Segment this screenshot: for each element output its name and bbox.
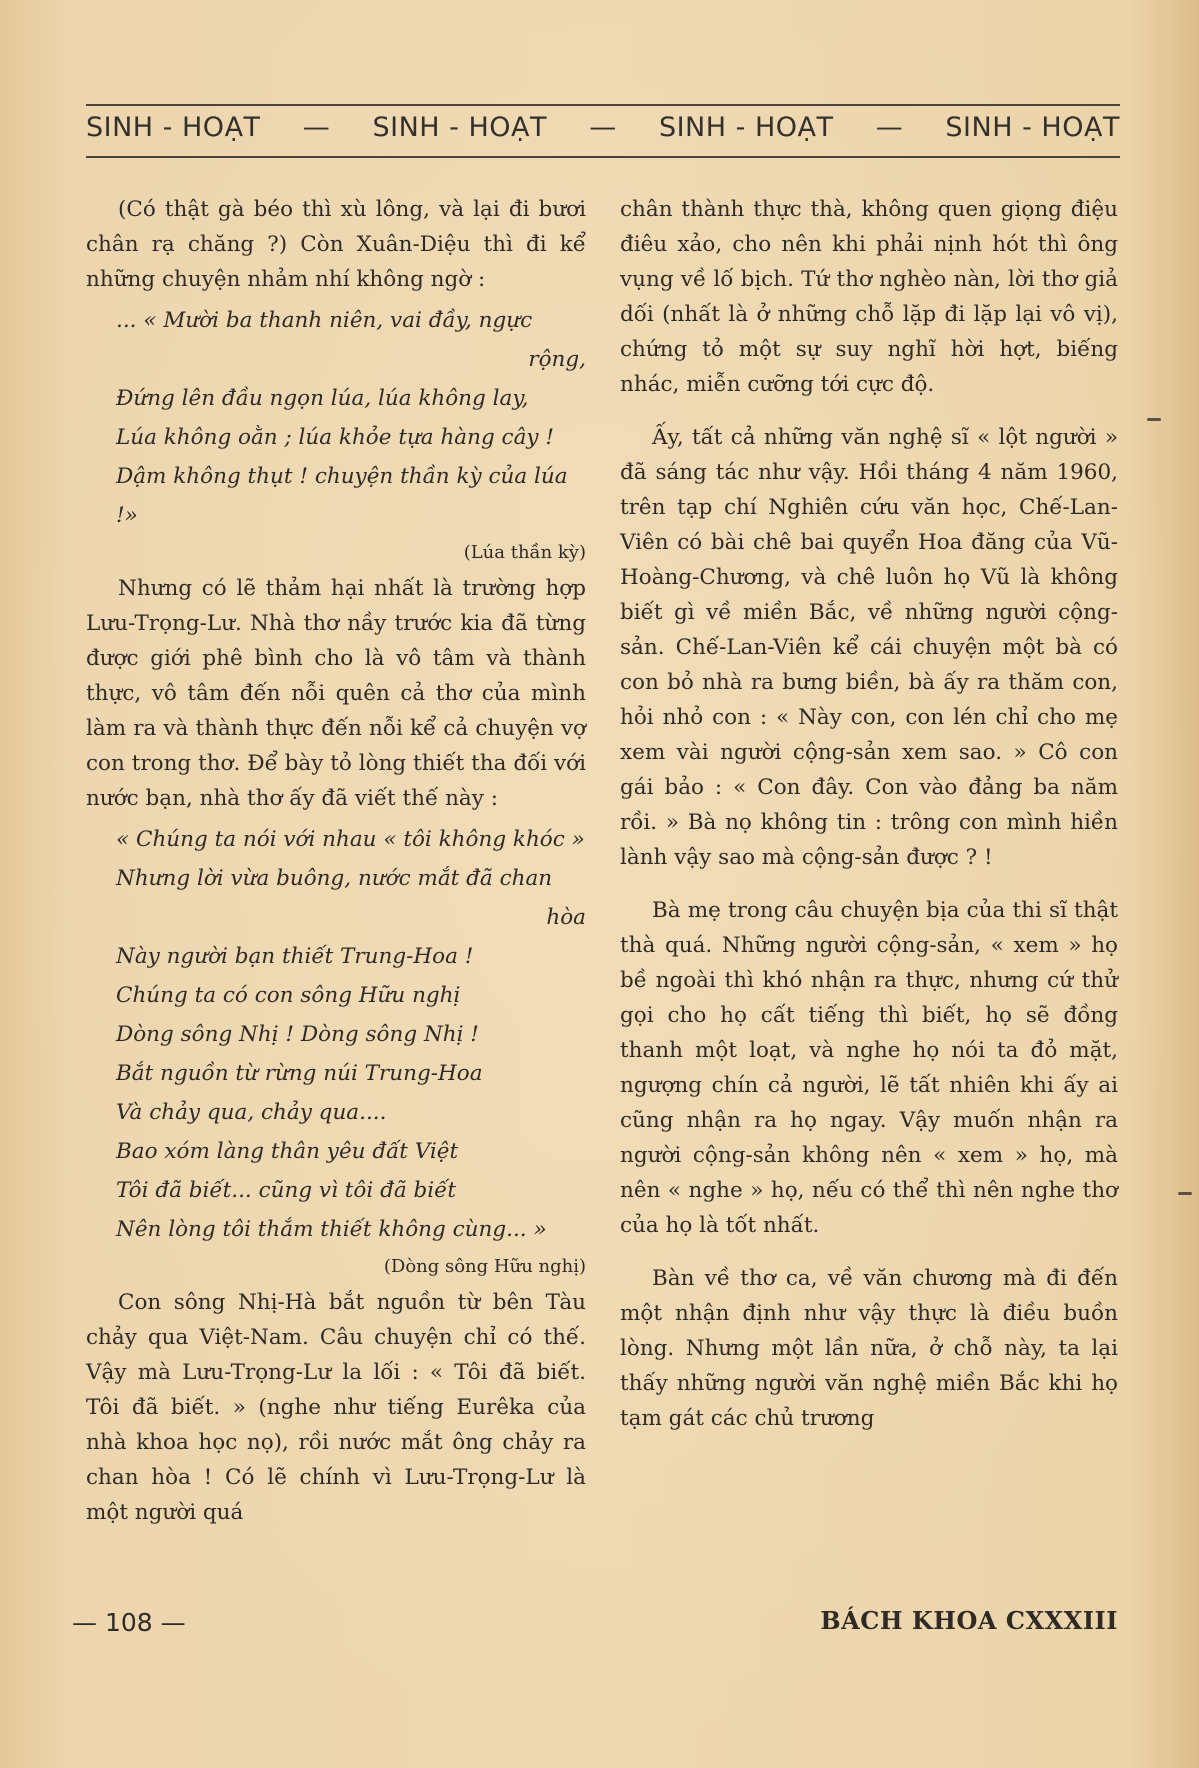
- page-number: — 108 —: [72, 1608, 186, 1637]
- header-dash: —: [302, 112, 331, 143]
- poem-line: Này người bạn thiết Trung-Hoa !: [116, 944, 474, 969]
- poem-line: Bao xóm làng thân yêu đất Việt: [116, 1139, 459, 1164]
- poem-line: hòa: [546, 905, 586, 930]
- right-column: [620, 192, 1118, 1436]
- poem-line: « Chúng ta nói với nhau « tôi không khóc »: [116, 827, 585, 852]
- poem-line: Đứng lên đầu ngọn lúa, lúa không lay,: [116, 386, 529, 411]
- poem-line: Và chảy qua, chảy qua....: [116, 1100, 387, 1125]
- paragraph: (Có thật gà béo thì xù lông, và lại đi bươi chân rạ chăng ?) Còn Xuân-Diệu thì đi kể những chuyện nhảm nhí không ngờ :: [86, 197, 586, 292]
- header-dash: —: [875, 112, 904, 143]
- header-item: SINH - HOẠT: [86, 112, 261, 143]
- header-item: SINH - HOẠT: [372, 112, 547, 143]
- left-column: [86, 192, 586, 1530]
- poem-line: Chúng ta có con sông Hữu nghị: [116, 983, 461, 1008]
- poem-dong-song-huu-nghi: [86, 820, 586, 1249]
- poem-line: Nhưng lời vừa buông, nước mắt đã chan: [116, 866, 553, 891]
- paragraph: Bà mẹ trong câu chuyện bịa của thi sĩ thật thà quá. Những người cộng-sản, « xem » họ bề ngoài thì khó nhận ra thực, nhưng cứ thử gọi cho họ cất tiếng thì biết, họ sẽ đồng thanh một loạt, và nghe họ nói ta đỏ mặt, ngượng chín cả người, lẽ tất nhiên khi ấy ai cũng nhận ra họ ngay. Vậy muốn nhận ra người cộng-sản không nên « xem » họ, mà nên « nghe » họ, nếu có thể thì nên nghe thơ của họ là tốt nhất.: [620, 898, 1118, 1238]
- paragraph: Nhưng có lẽ thảm hại nhất là trường hợp Lưu-Trọng-Lư. Nhà thơ nầy trước kia đã từng được giới phê bình cho là vô tâm và thành thực, vô tâm đến nỗi quên cả thơ của mình làm ra và thành thực đến nỗi kể cả chuyện vợ con trong thơ. Để bày tỏ lòng thiết tha đối với nước bạn, nhà thơ ấy đã viết thế này :: [86, 576, 586, 811]
- poem-line: Tôi đã biết... cũng vì tôi đã biết: [116, 1178, 456, 1203]
- poem-line: Nên lòng tôi thắm thiết không cùng... »: [116, 1217, 547, 1242]
- poem-line: Dòng sông Nhị ! Dòng sông Nhị !: [116, 1022, 479, 1047]
- header-item: SINH - HOẠT: [945, 112, 1120, 143]
- header-dash: —: [589, 112, 617, 143]
- poem-line: Bắt nguồn từ rừng núi Trung-Hoa: [116, 1061, 483, 1086]
- poem-credit: (Lúa thần kỳ): [463, 542, 586, 563]
- poem-credit: (Dòng sông Hữu nghị): [383, 1256, 586, 1277]
- running-header: [86, 112, 1120, 143]
- paragraph: chân thành thực thà, không quen giọng điệu điêu xảo, cho nên khi phải nịnh hót thì ông vụng về lố bịch. Tứ thơ nghèo nàn, lời thơ giả dối (nhất là ở những chỗ lặp đi lặp lại vô vị), chứng tỏ một sự suy nghĩ hời hợt, biếng nhác, miễn cưỡng tới cực độ.: [620, 197, 1118, 397]
- paragraph: Bàn về thơ ca, về văn chương mà đi đến một nhận định như vậy thực là điều buồn lòng. Nhưng một lần nữa, ở chỗ này, ta lại thấy những người văn nghệ miền Bắc khi họ tạm gát các chủ trương: [620, 1266, 1118, 1431]
- header-bottom-rule: [86, 156, 1120, 158]
- poem-lua-than-ky: [86, 301, 586, 535]
- header-item: SINH - HOẠT: [658, 112, 834, 143]
- paper-mark: [1178, 1192, 1192, 1195]
- paper-mark: [1147, 418, 1161, 421]
- paragraph: Con sông Nhị-Hà bắt nguồn từ bên Tàu chảy qua Việt-Nam. Câu chuyện chỉ có thế. Vậy mà Lưu-Trọng-Lư la lối : « Tôi đã biết. Tôi đã biết. » (nghe như tiếng Eurêka của nhà khoa học nọ), rồi nước mắt ông chảy ra chan hòa ! Có lẽ chính vì Lưu-Trọng-Lư là một người quá: [86, 1290, 586, 1525]
- poem-line: rộng,: [528, 347, 586, 372]
- publication-name: BÁCH KHOA CXXXIII: [820, 1606, 1118, 1635]
- poem-line: Dậm không thụt ! chuyện thần kỳ của lúa !»: [116, 464, 568, 528]
- paragraph: Ấy, tất cả những văn nghệ sĩ « lột người » đã sáng tác như vậy. Hồi tháng 4 năm 1960, trên tạp chí Nghiên cứu văn học, Chế-Lan-Viên có bài chê bai quyển Hoa đăng của Vũ-Hoàng-Chương, và chê luôn họ Vũ là không biết gì về miền Bắc, về những người cộng-sản. Chế-Lan-Viên kể cái chuyện một bà có con bỏ nhà ra bưng biền, bà ấy ra thăm con, hỏi nhỏ con : « Này con, con lén chỉ cho mẹ xem vài người cộng-sản xem sao. » Cô con gái bảo : « Con đây. Con vào đảng ba năm rồi. » Bà nọ không tin : trông con mình hiền lành vậy sao mà cộng-sản được ? !: [620, 425, 1118, 870]
- header-top-rule: [86, 104, 1120, 106]
- poem-line: Lúa không oằn ; lúa khỏe tựa hàng cây !: [116, 425, 555, 450]
- poem-line: ... « Mười ba thanh niên, vai đầy, ngực: [116, 308, 533, 333]
